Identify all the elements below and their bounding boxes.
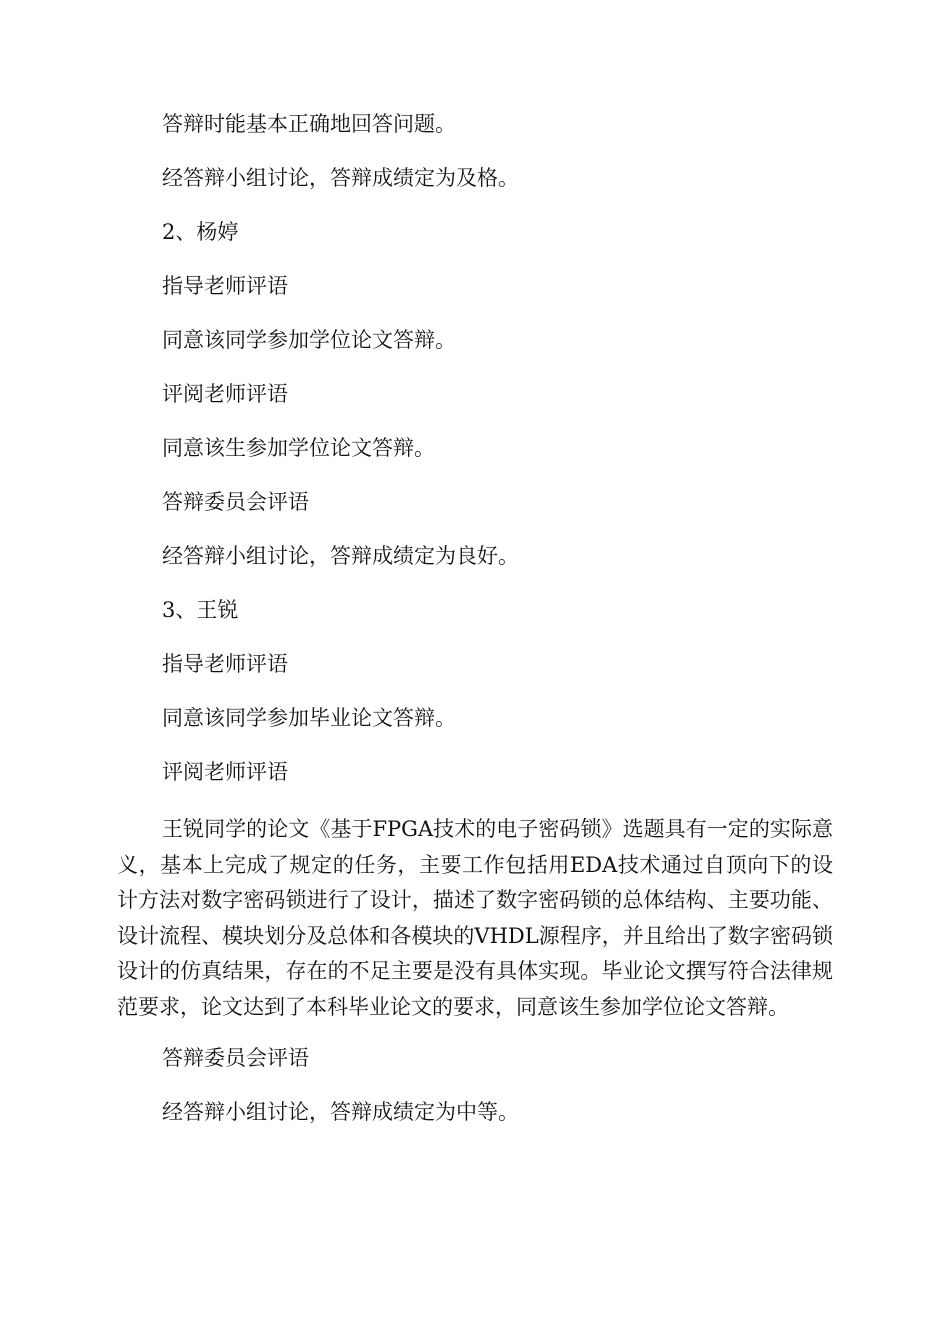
section-heading-student-2: 2、杨婷 bbox=[162, 220, 239, 244]
subheading-reviewer-comment: 评阅老师评语 bbox=[162, 382, 288, 406]
subheading-committee-comment: 答辩委员会评语 bbox=[162, 1045, 309, 1070]
text-line: 同意该生参加学位论文答辩。 bbox=[162, 436, 435, 460]
text-line: 同意该同学参加毕业论文答辩。 bbox=[162, 706, 456, 730]
subheading-advisor-comment: 指导老师评语 bbox=[162, 274, 288, 298]
document-body bbox=[117, 110, 833, 1152]
subheading-advisor-comment: 指导老师评语 bbox=[162, 652, 288, 676]
text-line: 答辩时能基本正确地回答问题。 bbox=[162, 112, 456, 136]
text-line: 同意该同学参加学位论文答辩。 bbox=[162, 328, 456, 352]
section-heading-student-3: 3、王锐 bbox=[162, 598, 239, 622]
subheading-reviewer-comment: 评阅老师评语 bbox=[162, 760, 288, 784]
text-line: 经答辩小组讨论，答辩成绩定为及格。 bbox=[162, 166, 519, 190]
reviewer-comment-paragraph: 王锐同学的论文《基于FPGA技术的电子密码锁》选题具有一定的实际意义，基本上完成了规定的任务，主要工作包括用EDA技术通过自顶向下的设计方法对数字密码锁进行了设计，描述了数字密码锁的总体结构、主要功能、设计流程、模块划分及总体和各模块的VHDL源程序，并且给出了数字密码锁设计的仿真结果，存在的不足主要是没有具体实现。毕业论文撰写符合法律规范要求，论文达到了本科毕业论文的要求，同意该生参加学位论文答辩。 bbox=[117, 817, 833, 1019]
text-line: 经答辩小组讨论，答辩成绩定为中等。 bbox=[162, 1099, 519, 1124]
text-line: 经答辩小组讨论，答辩成绩定为良好。 bbox=[162, 544, 519, 568]
subheading-committee-comment: 答辩委员会评语 bbox=[162, 490, 309, 514]
